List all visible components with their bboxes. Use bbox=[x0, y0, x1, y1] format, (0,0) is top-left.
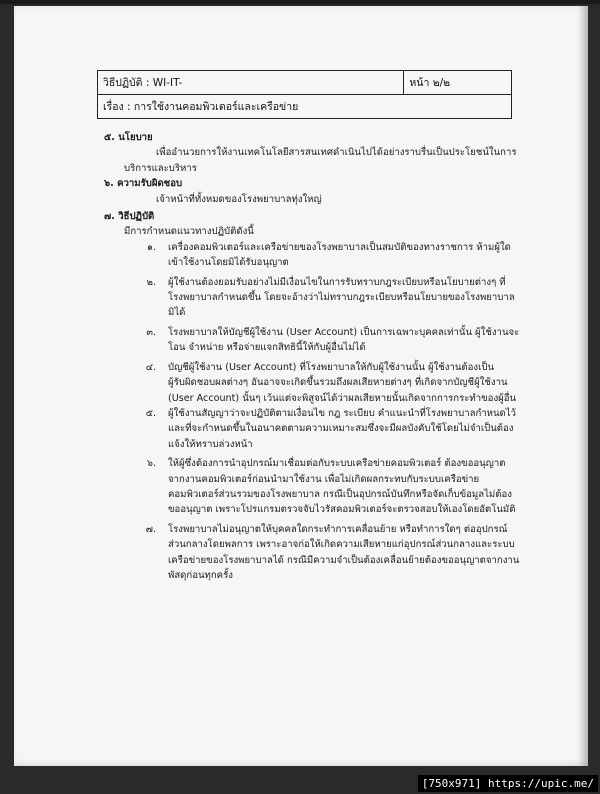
list-item-number: ๒. bbox=[146, 276, 156, 288]
list-item-text bbox=[168, 522, 524, 584]
list-item-line: มิได้ bbox=[168, 307, 186, 319]
list-item-text bbox=[168, 360, 524, 406]
list-item-line: คอมพิวเตอร์ส่วนรวมของโรงพยาบาล กรณีเป็นอุปกรณ์บันทึกหรือจัดเก็บข้อมูลไม่ต้อง bbox=[168, 488, 512, 500]
list-item-7 bbox=[124, 522, 524, 584]
procedure-code-cell: วิธีปฏิบัติ : WI-IT- bbox=[98, 71, 404, 95]
image-host-watermark: [750x971] https://upic.me/ bbox=[418, 775, 598, 792]
list-item-number: ๔. bbox=[145, 361, 156, 373]
list-item-text bbox=[168, 275, 524, 321]
list-item-text bbox=[168, 456, 524, 518]
list-item-line: เข้าใช้งานโดยมิได้รับอนุญาต bbox=[168, 257, 289, 269]
document-header-table bbox=[97, 70, 512, 119]
list-item-line: พัสดุก่อนทุกครั้ง bbox=[168, 569, 233, 581]
list-item-number: ๖. bbox=[146, 458, 156, 470]
list-item-line: (User Account) นั้นๆ เว้นแต่จะพิสูจน์ได้ว่าผลเสียหายนั้นเกิดจากการกระทำของผู้อื่น bbox=[168, 392, 517, 404]
section-6-text: เจ้าหน้าที่ทั้งหมดของโรงพยาบาลทุ่งใหญ่ bbox=[156, 193, 322, 205]
list-item-text bbox=[168, 325, 524, 356]
list-item-text bbox=[168, 240, 524, 271]
list-item-line: ผู้ใช้งานต้องยอมรับอย่างไม่มีเงื่อนไขในการรับทราบกฎระเบียบหรือนโยบายต่างๆ ที่ bbox=[168, 276, 506, 288]
list-item-line: และที่จะกำหนดขึ้นในอนาคตตามความเหมาะสมซึ่งจะมีผลบังคับใช้โดยไม่จำเป็นต้อง bbox=[168, 423, 514, 435]
list-item-line: โอน จำหน่าย หรือจ่ายแจกสิทธินี้ให้กับผู้อื่นไม่ได้ bbox=[168, 342, 366, 354]
section-5-text-line-1: เพื่ออำนวยการให้งานเทคโนโลยีสารสนเทศดำเนินไปได้อย่างราบรื่นเป็นประโยชน์ในการ bbox=[156, 147, 517, 159]
list-item-number: ๕. bbox=[145, 407, 156, 419]
list-item-3 bbox=[124, 325, 524, 356]
list-item-text bbox=[168, 406, 524, 452]
list-item-5 bbox=[124, 406, 524, 452]
list-item-4 bbox=[124, 360, 524, 406]
list-item-line: ให้ผู้ซึ่งต้องการนำอุปกรณ์มาเชื่อมต่อกับระบบเครือข่ายคอมพิวเตอร์ ต้องขออนุญาต bbox=[168, 458, 506, 470]
list-item-1 bbox=[124, 240, 524, 271]
header-row-subject bbox=[98, 95, 512, 119]
section-7-title: ๗. วิธีปฏิบัติ bbox=[104, 211, 155, 223]
list-item-line: เครือข่ายของโรงพยาบาลได้ กรณีมีความจำเป็นต้องเคลื่อนย้ายต้องขออนุญาตจากงาน bbox=[168, 554, 520, 566]
scan-edge bbox=[0, 0, 600, 4]
section-7-intro: มีการกำหนดแนวทางปฏิบัติดังนี้ bbox=[124, 226, 254, 238]
section-6-title: ๖. ความรับผิดชอบ bbox=[104, 178, 183, 190]
document-page bbox=[14, 6, 588, 766]
list-item-line: ผู้รับผิดชอบผลต่างๆ อันอาจจะเกิดขึ้นรวมถึงผลเสียหายต่างๆ ที่เกิดจากบัญชีผู้ใช้งาน bbox=[168, 377, 508, 389]
section-5-title: ๕. นโยบาย bbox=[104, 132, 153, 143]
list-item-line: เครื่องคอมพิวเตอร์และเครือข่ายของโรงพยาบาลเป็นสมบัติของทางราชการ ห้ามผู้ใด bbox=[168, 241, 511, 253]
list-item-line: จากงานคอมพิวเตอร์ก่อนนำมาใช้งาน เพื่อไม่เกิดผลกระทบกับระบบเครือข่าย bbox=[168, 473, 480, 485]
list-item-2 bbox=[124, 275, 524, 321]
document-body bbox=[104, 130, 524, 583]
list-item-number: ๑. bbox=[146, 241, 156, 253]
list-item-number: ๗. bbox=[145, 523, 156, 535]
list-item-line: ผู้ใช้งานสัญญาว่าจะปฏิบัติตามเงื่อนไข กฎ ระเบียบ คำแนะนำที่โรงพยาบาลกำหนดไว้ bbox=[168, 407, 516, 419]
list-item-number: ๓. bbox=[146, 326, 156, 338]
list-item-line: โรงพยาบาลกำหนดขึ้น โดยจะอ้างว่าไม่ทราบกฎระเบียบหรือนโยบายของโรงพยาบาล bbox=[168, 292, 515, 304]
list-item-line: แจ้งให้ทราบล่วงหน้า bbox=[168, 438, 253, 450]
list-item-line: ขออนุญาต เพราะโปรแกรมตรวจจับไวรัสคอมพิวเตอร์จะตรวจสอบให้เองโดยอัตโนมัติ bbox=[168, 504, 516, 516]
header-row-procedure bbox=[98, 71, 512, 95]
page-number-cell: หน้า ๒/๒ bbox=[404, 71, 512, 95]
list-item-line: โรงพยาบาลไม่อนุญาตให้บุคคลใดกระทำการเคลื่อนย้าย หรือทำการใดๆ ต่ออุปกรณ์ bbox=[168, 523, 508, 535]
list-item-line: โรงพยาบาลให้บัญชีผู้ใช้งาน (User Account) เป็นการเฉพาะบุคคลเท่านั้น ผู้ใช้งานจะ bbox=[168, 326, 520, 338]
list-item-line: ส่วนกลางโดยพลการ เพราะอาจก่อให้เกิดความเสียหายแก่อุปกรณ์ส่วนกลางและระบบ bbox=[168, 539, 515, 551]
list-item-6 bbox=[124, 456, 524, 518]
list-item-line: บัญชีผู้ใช้งาน (User Account) ที่โรงพยาบาลให้กับผู้ใช้งานนั้น ผู้ใช้งานต้องเป็น bbox=[168, 361, 495, 373]
section-5-text-line-2: บริการและบริหาร bbox=[124, 162, 197, 174]
subject-cell: เรื่อง : การใช้งานคอมพิวเตอร์และเครือข่าย bbox=[98, 95, 512, 119]
